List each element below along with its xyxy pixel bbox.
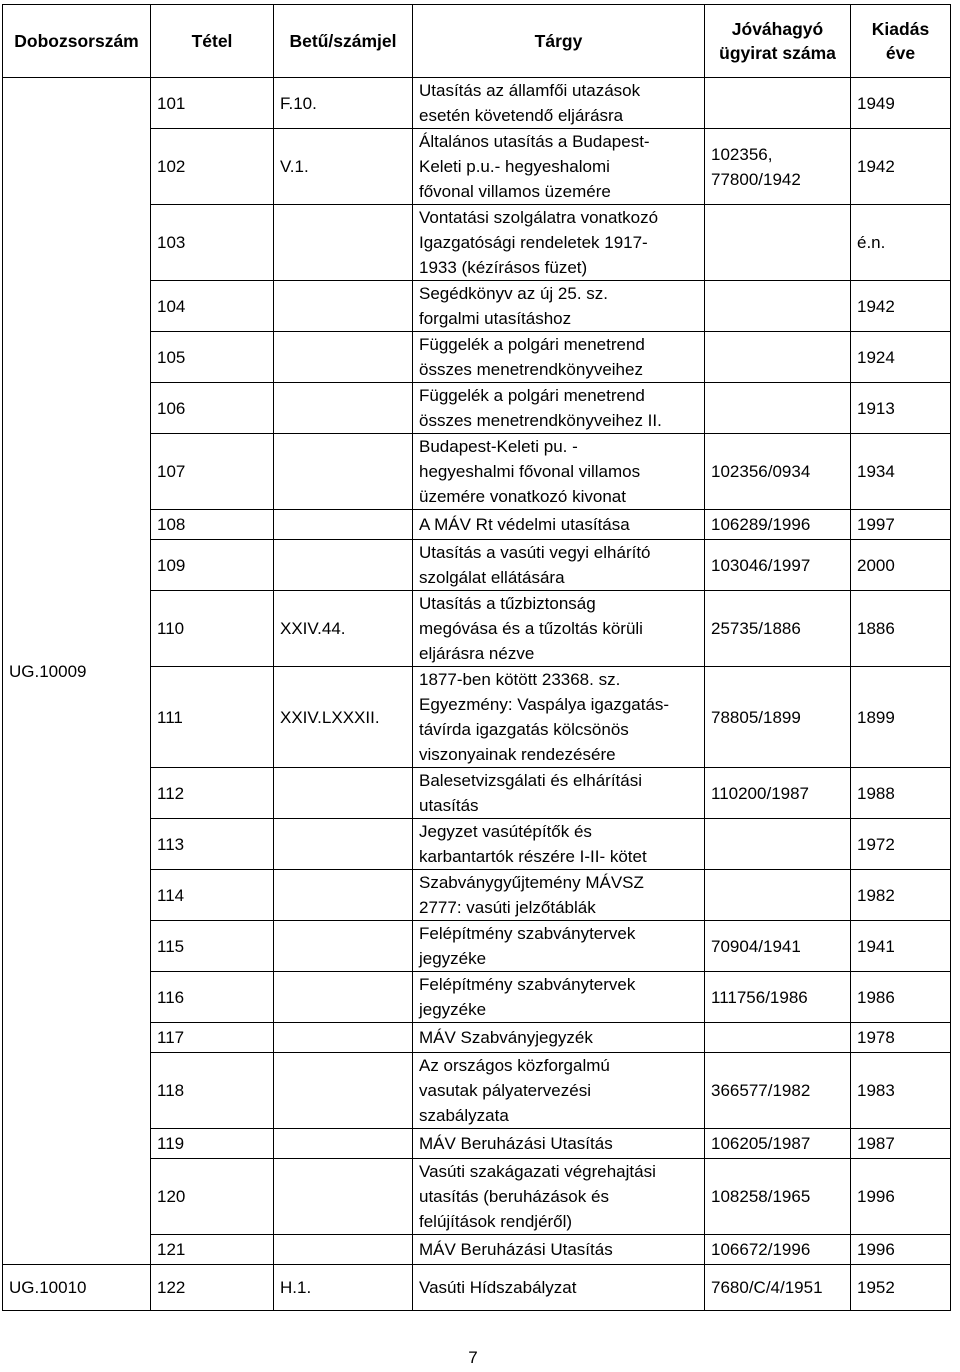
year-cell: 1899	[851, 667, 951, 768]
year-cell: 2000	[851, 540, 951, 591]
item-cell: 120	[151, 1159, 274, 1235]
year-cell: 1913	[851, 383, 951, 434]
subject-cell: Szabványgyűjtemény MÁVSZ 2777: vasúti jelzőtáblák	[413, 870, 705, 921]
subject-cell: Utasítás az államfői utazások esetén követendő eljárásra	[413, 78, 705, 129]
box-cell: UG.10009	[3, 78, 151, 1265]
item-cell: 111	[151, 667, 274, 768]
code-cell	[274, 540, 413, 591]
year-cell: é.n.	[851, 205, 951, 281]
code-cell: XXIV.44.	[274, 591, 413, 667]
approval-cell: 108258/1965	[705, 1159, 851, 1235]
subject-cell: Vasúti Hídszabályzat	[413, 1265, 705, 1311]
approval-cell: 110200/1987	[705, 768, 851, 819]
code-cell	[274, 870, 413, 921]
item-cell: 112	[151, 768, 274, 819]
subject-cell: Segédkönyv az új 25. sz. forgalmi utasításhoz	[413, 281, 705, 332]
item-cell: 105	[151, 332, 274, 383]
code-cell	[274, 768, 413, 819]
item-cell: 114	[151, 870, 274, 921]
year-cell: 1987	[851, 1129, 951, 1159]
code-cell: H.1.	[274, 1265, 413, 1311]
approval-cell	[705, 383, 851, 434]
subject-cell: Utasítás a vasúti vegyi elhárító szolgálat ellátására	[413, 540, 705, 591]
year-cell: 1986	[851, 972, 951, 1023]
approval-cell	[705, 281, 851, 332]
box-cell: UG.10010	[3, 1265, 151, 1311]
header-subject: Tárgy	[413, 5, 705, 78]
approval-cell: 25735/1886	[705, 591, 851, 667]
inventory-table	[2, 4, 951, 1311]
item-cell: 121	[151, 1235, 274, 1265]
header-item: Tétel	[151, 5, 274, 78]
item-cell: 108	[151, 510, 274, 540]
approval-cell	[705, 332, 851, 383]
code-cell	[274, 819, 413, 870]
table-body	[3, 78, 951, 1311]
subject-cell: Az országos közforgalmú vasutak pályatervezési szabályzata	[413, 1053, 705, 1129]
page-number: 7	[468, 1348, 478, 1367]
subject-cell: Felépítmény szabványtervek jegyzéke	[413, 972, 705, 1023]
approval-cell: 102356/0934	[705, 434, 851, 510]
item-cell: 107	[151, 434, 274, 510]
code-cell	[274, 1235, 413, 1265]
item-cell: 110	[151, 591, 274, 667]
subject-cell: MÁV Szabványjegyzék	[413, 1023, 705, 1053]
approval-cell	[705, 205, 851, 281]
item-cell: 118	[151, 1053, 274, 1129]
subject-cell: Függelék a polgári menetrend összes menetrendkönyveihez II.	[413, 383, 705, 434]
item-cell: 122	[151, 1265, 274, 1311]
header-approval: Jóváhagyó ügyirat száma	[705, 5, 851, 78]
year-cell: 1972	[851, 819, 951, 870]
subject-cell: A MÁV Rt védelmi utasítása	[413, 510, 705, 540]
year-cell: 1941	[851, 921, 951, 972]
item-cell: 102	[151, 129, 274, 205]
item-cell: 119	[151, 1129, 274, 1159]
approval-cell: 102356, 77800/1942	[705, 129, 851, 205]
year-cell: 1978	[851, 1023, 951, 1053]
subject-cell: Jegyzet vasútépítők és karbantartók részére I-II- kötet	[413, 819, 705, 870]
table-row	[3, 78, 951, 129]
code-cell	[274, 972, 413, 1023]
code-cell	[274, 434, 413, 510]
approval-cell: 78805/1899	[705, 667, 851, 768]
subject-cell: Felépítmény szabványtervek jegyzéke	[413, 921, 705, 972]
header-row	[3, 5, 951, 78]
code-cell: V.1.	[274, 129, 413, 205]
code-cell: XXIV.LXXXII.	[274, 667, 413, 768]
item-cell: 116	[151, 972, 274, 1023]
code-cell	[274, 1159, 413, 1235]
code-cell	[274, 332, 413, 383]
year-cell: 1924	[851, 332, 951, 383]
item-cell: 115	[151, 921, 274, 972]
subject-cell: MÁV Beruházási Utasítás	[413, 1129, 705, 1159]
subject-cell: Általános utasítás a Budapest- Keleti p.u.- hegyeshalomi fővonal villamos üzemére	[413, 129, 705, 205]
approval-cell	[705, 870, 851, 921]
subject-cell: Vontatási szolgálatra vonatkozó Igazgatósági rendeletek 1917- 1933 (kézírásos füzet)	[413, 205, 705, 281]
approval-cell: 70904/1941	[705, 921, 851, 972]
code-cell	[274, 1053, 413, 1129]
code-cell	[274, 1129, 413, 1159]
table-row	[3, 1265, 951, 1311]
year-cell: 1982	[851, 870, 951, 921]
approval-cell	[705, 78, 851, 129]
approval-cell: 106205/1987	[705, 1129, 851, 1159]
year-cell: 1886	[851, 591, 951, 667]
item-cell: 101	[151, 78, 274, 129]
code-cell: F.10.	[274, 78, 413, 129]
year-cell: 1988	[851, 768, 951, 819]
header-box: Dobozsorszám	[3, 5, 151, 78]
subject-cell: Függelék a polgári menetrend összes menetrendkönyveihez	[413, 332, 705, 383]
year-cell: 1997	[851, 510, 951, 540]
approval-cell	[705, 819, 851, 870]
code-cell	[274, 383, 413, 434]
subject-cell: Utasítás a tűzbiztonság megóvása és a tűzoltás körüli eljárásra nézve	[413, 591, 705, 667]
subject-cell: MÁV Beruházási Utasítás	[413, 1235, 705, 1265]
year-cell: 1983	[851, 1053, 951, 1129]
year-cell: 1942	[851, 281, 951, 332]
year-cell: 1996	[851, 1235, 951, 1265]
approval-cell: 7680/C/4/1951	[705, 1265, 851, 1311]
item-cell: 117	[151, 1023, 274, 1053]
code-cell	[274, 921, 413, 972]
code-cell	[274, 510, 413, 540]
approval-cell: 106289/1996	[705, 510, 851, 540]
year-cell: 1952	[851, 1265, 951, 1311]
item-cell: 113	[151, 819, 274, 870]
header-code: Betű/számjel	[274, 5, 413, 78]
subject-cell: Budapest-Keleti pu. - hegyeshalmi fővonal villamos üzemére vonatkozó kivonat	[413, 434, 705, 510]
subject-cell: 1877-ben kötött 23368. sz. Egyezmény: Vaspálya igazgatás- távírda igazgatás kölcsönös viszonyainak rendezésére	[413, 667, 705, 768]
year-cell: 1942	[851, 129, 951, 205]
approval-cell: 106672/1996	[705, 1235, 851, 1265]
approval-cell	[705, 1023, 851, 1053]
code-cell	[274, 281, 413, 332]
approval-cell: 103046/1997	[705, 540, 851, 591]
code-cell	[274, 1023, 413, 1053]
item-cell: 106	[151, 383, 274, 434]
year-cell: 1949	[851, 78, 951, 129]
subject-cell: Vasúti szakágazati végrehajtási utasítás (beruházások és felújítások rendjéről)	[413, 1159, 705, 1235]
year-cell: 1996	[851, 1159, 951, 1235]
item-cell: 104	[151, 281, 274, 332]
subject-cell: Balesetvizsgálati és elhárítási utasítás	[413, 768, 705, 819]
approval-cell: 366577/1982	[705, 1053, 851, 1129]
approval-cell: 111756/1986	[705, 972, 851, 1023]
item-cell: 103	[151, 205, 274, 281]
code-cell	[274, 205, 413, 281]
year-cell: 1934	[851, 434, 951, 510]
header-year: Kiadás éve	[851, 5, 951, 78]
item-cell: 109	[151, 540, 274, 591]
